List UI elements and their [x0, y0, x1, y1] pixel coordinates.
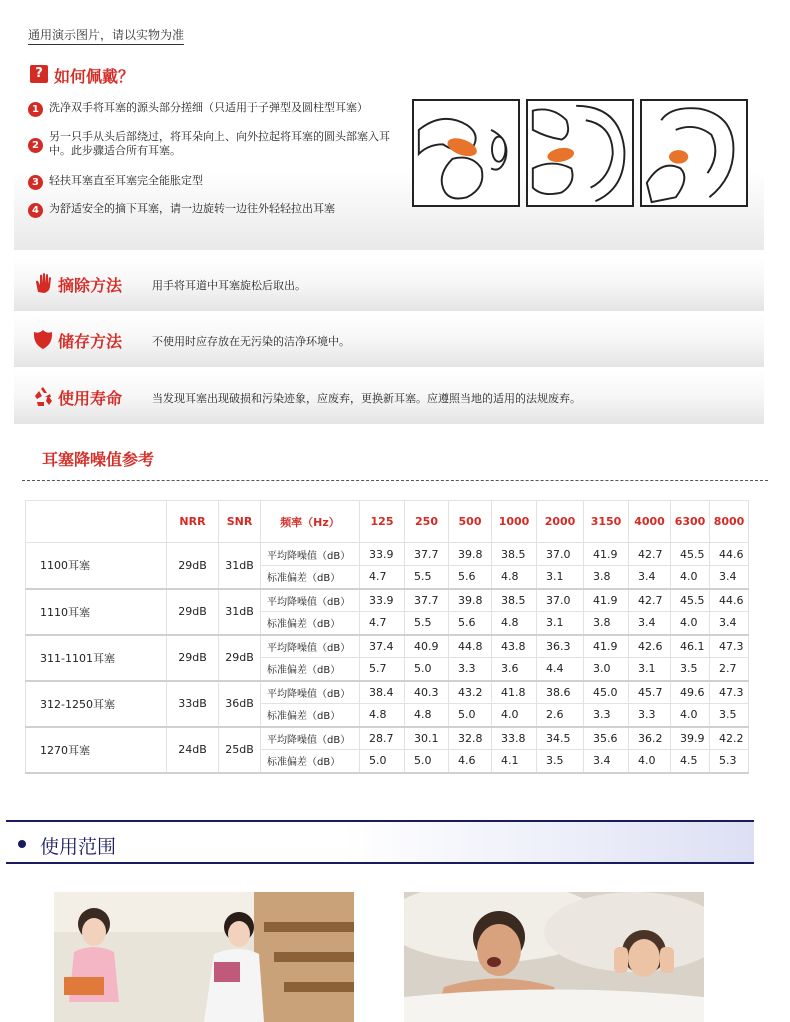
- mean-value-cell: 46.1: [671, 635, 710, 658]
- question-icon: ?: [30, 65, 48, 83]
- mean-value-cell: 41.9: [584, 543, 629, 566]
- earplug-model-cell: 1100耳塞: [26, 543, 167, 589]
- how-to-wear-panel: [14, 54, 764, 250]
- removal-method-band: [14, 257, 764, 311]
- mean-value-cell: 35.6: [584, 727, 629, 750]
- mean-label-cell: 平均降噪值（dB）: [261, 543, 360, 566]
- mean-value-cell: 38.5: [492, 543, 537, 566]
- sd-value-cell: 4.5: [671, 750, 710, 773]
- sd-value-cell: 3.8: [584, 566, 629, 589]
- sd-value-cell: 3.1: [537, 566, 584, 589]
- nrr-cell: 33dB: [167, 681, 219, 727]
- table-header: [26, 501, 167, 543]
- sd-value-cell: 4.0: [492, 704, 537, 727]
- sd-value-cell: 4.7: [360, 612, 405, 635]
- sd-value-cell: 5.0: [449, 704, 492, 727]
- table-header: 8000: [710, 501, 749, 543]
- step-text: 洗净双手将耳塞的源头部分搓细（只适用于子弹型及圆柱型耳塞）: [49, 101, 368, 114]
- step-2: [28, 130, 408, 158]
- mean-value-cell: 33.8: [492, 727, 537, 750]
- table-header: 6300: [671, 501, 710, 543]
- table-row: [26, 589, 749, 612]
- snr-cell: 31dB: [219, 589, 261, 635]
- mean-value-cell: 42.2: [710, 727, 749, 750]
- nrr-cell: 24dB: [167, 727, 219, 773]
- snr-cell: 25dB: [219, 727, 261, 773]
- mean-value-cell: 39.9: [671, 727, 710, 750]
- sd-value-cell: 5.6: [449, 566, 492, 589]
- table-header: 频率（Hz）: [261, 501, 360, 543]
- table-row: [26, 681, 749, 704]
- sd-value-cell: 4.0: [671, 566, 710, 589]
- bullet-icon: [18, 840, 26, 848]
- section-title: 储存方法: [58, 332, 123, 351]
- sd-value-cell: 3.5: [537, 750, 584, 773]
- usage-scope-title: 使用范围: [40, 836, 117, 858]
- sd-value-cell: 3.6: [492, 658, 537, 681]
- earplug-model-cell: 1110耳塞: [26, 589, 167, 635]
- sd-value-cell: 3.5: [710, 704, 749, 727]
- sd-value-cell: 3.4: [629, 612, 671, 635]
- step-1: [28, 101, 408, 117]
- mean-value-cell: 37.4: [360, 635, 405, 658]
- sd-value-cell: 5.0: [360, 750, 405, 773]
- usage-scope-header: [6, 820, 754, 864]
- mean-value-cell: 38.6: [537, 681, 584, 704]
- inserting-earplug-illustration: [526, 99, 634, 207]
- mean-value-cell: 36.2: [629, 727, 671, 750]
- mean-value-cell: 47.3: [710, 635, 749, 658]
- mean-value-cell: 37.0: [537, 543, 584, 566]
- sd-value-cell: 5.5: [405, 612, 449, 635]
- sd-value-cell: 4.8: [405, 704, 449, 727]
- snr-cell: 29dB: [219, 635, 261, 681]
- sd-label-cell: 标准偏差（dB）: [261, 750, 360, 773]
- sd-value-cell: 5.7: [360, 658, 405, 681]
- mean-value-cell: 43.8: [492, 635, 537, 658]
- mean-value-cell: 44.6: [710, 543, 749, 566]
- sd-value-cell: 3.3: [584, 704, 629, 727]
- sd-value-cell: 3.4: [584, 750, 629, 773]
- storage-method-band: [14, 313, 764, 367]
- mean-value-cell: 37.7: [405, 543, 449, 566]
- earplug-in-ear-illustration: [640, 99, 748, 207]
- mean-value-cell: 34.5: [537, 727, 584, 750]
- mean-value-cell: 39.8: [449, 589, 492, 612]
- step-number: 4: [28, 203, 43, 218]
- mean-value-cell: 43.2: [449, 681, 492, 704]
- mean-value-cell: 37.7: [405, 589, 449, 612]
- snoring-couple-photo: [404, 892, 704, 1022]
- nrr-cell: 29dB: [167, 543, 219, 589]
- sd-label-cell: 标准偏差（dB）: [261, 704, 360, 727]
- snr-cell: 36dB: [219, 681, 261, 727]
- nrr-cell: 29dB: [167, 589, 219, 635]
- mean-value-cell: 42.6: [629, 635, 671, 658]
- sd-value-cell: 4.0: [629, 750, 671, 773]
- sd-value-cell: 5.0: [405, 750, 449, 773]
- sd-label-cell: 标准偏差（dB）: [261, 566, 360, 589]
- sd-value-cell: 5.3: [710, 750, 749, 773]
- sd-value-cell: 4.0: [671, 704, 710, 727]
- mean-value-cell: 49.6: [671, 681, 710, 704]
- sd-value-cell: 3.4: [710, 566, 749, 589]
- section-title: 摘除方法: [58, 276, 123, 295]
- mean-label-cell: 平均降噪值（dB）: [261, 635, 360, 658]
- recycle-icon: [32, 385, 54, 407]
- mean-value-cell: 45.5: [671, 543, 710, 566]
- dashed-divider: [22, 480, 768, 481]
- sd-value-cell: 4.8: [360, 704, 405, 727]
- sd-value-cell: 4.1: [492, 750, 537, 773]
- reading-photo: [54, 892, 354, 1022]
- sd-value-cell: 3.1: [629, 658, 671, 681]
- table-header: NRR: [167, 501, 219, 543]
- mean-label-cell: 平均降噪值（dB）: [261, 727, 360, 750]
- step-text: 另一只手从头后部绕过，将耳朵向上、向外拉起将耳塞的圆头部塞入耳中。此步骤适合所有耳塞。: [49, 130, 390, 157]
- sd-value-cell: 5.6: [449, 612, 492, 635]
- mean-value-cell: 44.6: [710, 589, 749, 612]
- section-text: 当发现耳塞出现破损和污染迹象，应废弃，更换新耳塞。应遵照当地的适用的法规废弃。: [152, 392, 581, 405]
- demo-image-notice: 通用演示图片，请以实物为准: [28, 26, 184, 45]
- mean-value-cell: 30.1: [405, 727, 449, 750]
- table-header: 125: [360, 501, 405, 543]
- table-body: [26, 543, 749, 773]
- table-header: 1000: [492, 501, 537, 543]
- sd-value-cell: 3.4: [629, 566, 671, 589]
- mean-value-cell: 47.3: [710, 681, 749, 704]
- sd-value-cell: 4.6: [449, 750, 492, 773]
- mean-value-cell: 45.5: [671, 589, 710, 612]
- earplug-model-cell: 311-1101耳塞: [26, 635, 167, 681]
- how-to-wear-title: 如何佩戴？: [54, 67, 135, 86]
- section-text: 用手将耳道中耳塞旋松后取出。: [152, 279, 306, 292]
- mean-value-cell: 44.8: [449, 635, 492, 658]
- sd-label-cell: 标准偏差（dB）: [261, 658, 360, 681]
- mean-value-cell: 28.7: [360, 727, 405, 750]
- snr-cell: 31dB: [219, 543, 261, 589]
- table-header: 3150: [584, 501, 629, 543]
- mean-value-cell: 32.8: [449, 727, 492, 750]
- sd-value-cell: 4.8: [492, 612, 537, 635]
- table-row: [26, 727, 749, 750]
- sd-value-cell: 4.4: [537, 658, 584, 681]
- step-number: 3: [28, 175, 43, 190]
- mean-value-cell: 36.3: [537, 635, 584, 658]
- sd-value-cell: 3.3: [629, 704, 671, 727]
- section-text: 不使用时应存放在无污染的洁净环境中。: [152, 335, 350, 348]
- sd-value-cell: 2.7: [710, 658, 749, 681]
- nrr-cell: 29dB: [167, 635, 219, 681]
- mean-value-cell: 33.9: [360, 543, 405, 566]
- sd-value-cell: 5.0: [405, 658, 449, 681]
- sd-value-cell: 3.5: [671, 658, 710, 681]
- mean-value-cell: 41.8: [492, 681, 537, 704]
- table-row: [26, 543, 749, 566]
- mean-value-cell: 39.8: [449, 543, 492, 566]
- mean-value-cell: 40.3: [405, 681, 449, 704]
- table-header: 250: [405, 501, 449, 543]
- sd-value-cell: 2.6: [537, 704, 584, 727]
- mean-value-cell: 33.9: [360, 589, 405, 612]
- mean-value-cell: 38.5: [492, 589, 537, 612]
- sd-value-cell: 4.8: [492, 566, 537, 589]
- step-4: [28, 202, 408, 218]
- sd-value-cell: 3.4: [710, 612, 749, 635]
- step-number: 2: [28, 138, 43, 153]
- rolling-earplug-illustration: [412, 99, 520, 207]
- sd-value-cell: 3.0: [584, 658, 629, 681]
- section-title: 使用寿命: [58, 389, 123, 408]
- step-3: [28, 174, 408, 190]
- mean-value-cell: 45.0: [584, 681, 629, 704]
- step-number: 1: [28, 102, 43, 117]
- mean-label-cell: 平均降噪值（dB）: [261, 681, 360, 704]
- mean-value-cell: 38.4: [360, 681, 405, 704]
- step-text: 轻扶耳塞直至耳塞完全能胀定型: [49, 174, 203, 187]
- mean-value-cell: 41.9: [584, 635, 629, 658]
- earplug-model-cell: 312-1250耳塞: [26, 681, 167, 727]
- sd-value-cell: 3.8: [584, 612, 629, 635]
- mean-value-cell: 42.7: [629, 543, 671, 566]
- service-life-band: [14, 370, 764, 424]
- sd-value-cell: 3.3: [449, 658, 492, 681]
- shield-icon: [32, 328, 54, 350]
- table-header: 4000: [629, 501, 671, 543]
- earplug-model-cell: 1270耳塞: [26, 727, 167, 773]
- table-header: SNR: [219, 501, 261, 543]
- mean-value-cell: 42.7: [629, 589, 671, 612]
- noise-reduction-table: [25, 500, 749, 774]
- table-header: 2000: [537, 501, 584, 543]
- hand-icon: [32, 272, 54, 294]
- table-header-row: [26, 501, 749, 543]
- sd-value-cell: 3.1: [537, 612, 584, 635]
- sd-value-cell: 5.5: [405, 566, 449, 589]
- sd-value-cell: 4.7: [360, 566, 405, 589]
- mean-value-cell: 40.9: [405, 635, 449, 658]
- mean-value-cell: 45.7: [629, 681, 671, 704]
- step-text: 为舒适安全的摘下耳塞，请一边旋转一边往外轻轻拉出耳塞: [49, 202, 335, 215]
- table-header: 500: [449, 501, 492, 543]
- mean-value-cell: 41.9: [584, 589, 629, 612]
- noise-reduction-reference-title: 耳塞降噪值参考: [42, 450, 155, 469]
- table-row: [26, 635, 749, 658]
- sd-value-cell: 4.0: [671, 612, 710, 635]
- sd-label-cell: 标准偏差（dB）: [261, 612, 360, 635]
- mean-label-cell: 平均降噪值（dB）: [261, 589, 360, 612]
- mean-value-cell: 37.0: [537, 589, 584, 612]
